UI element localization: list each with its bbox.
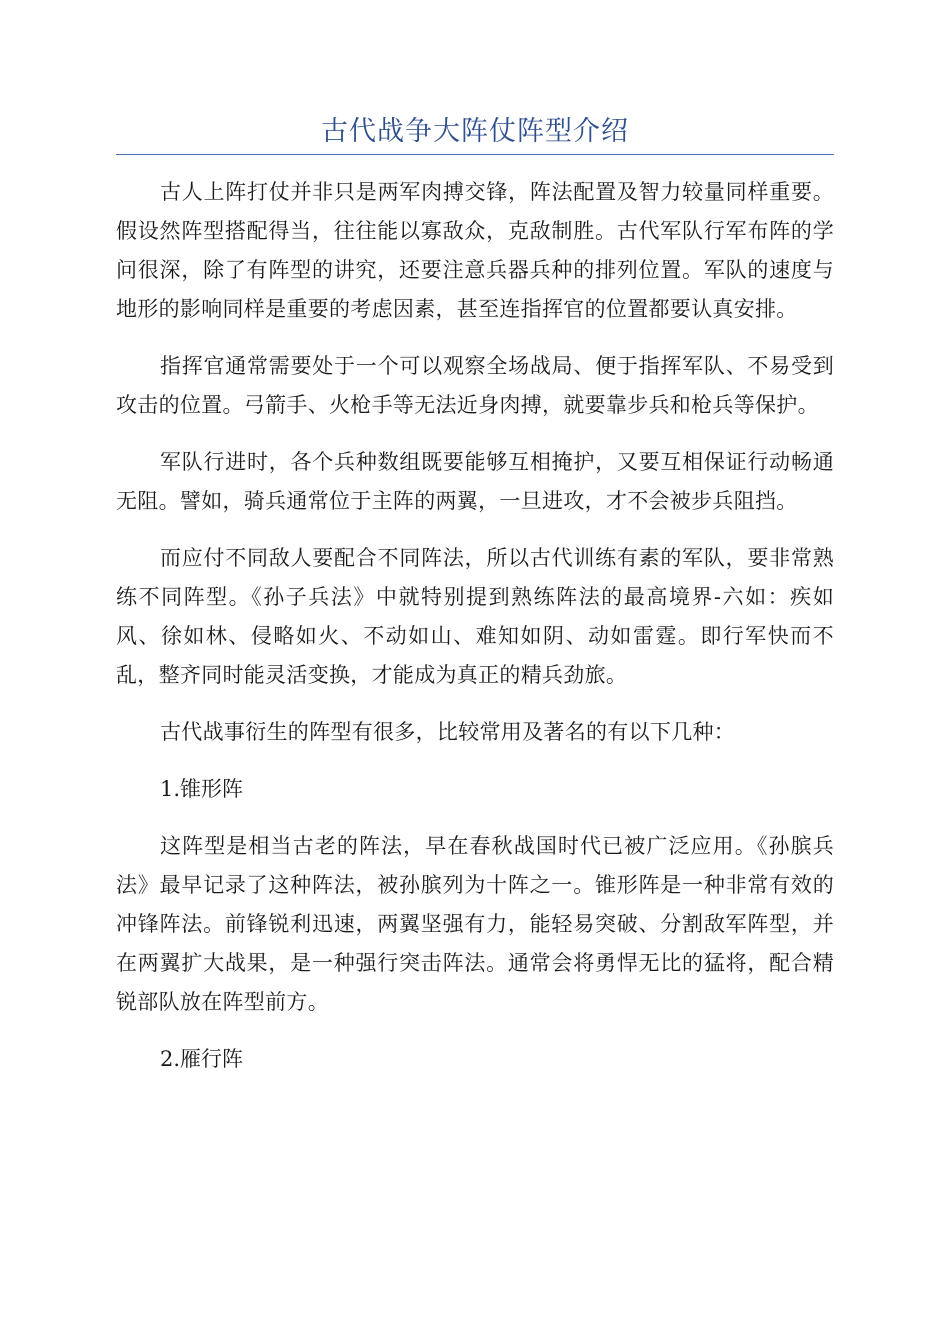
paragraph-cone-formation: 这阵型是相当古老的阵法，早在春秋战国时代已被广泛应用。《孙膑兵法》最早记录了这种阵法，被孙膑列为十阵之一。锥形阵是一种非常有效的冲锋阵法。前锋锐利迅速，两翼坚强有力，能轻易突破、分割敌军阵型，并在两翼扩大战果，是一种强行突击阵法。通常会将勇悍无比的猛将，配合精锐部队放在阵型前方。 [116, 834, 834, 1014]
document-body [116, 173, 834, 1097]
section-heading-goose-formation: 2.雁行阵 [160, 1047, 244, 1071]
section-heading-cone-formation: 1.锥形阵 [160, 777, 244, 801]
paragraph-marching: 军队行进时，各个兵种数组既要能够互相掩护，又要互相保证行动畅通无阻。譬如，骑兵通常位于主阵的两翼，一旦进攻，才不会被步兵阻挡。 [116, 450, 834, 513]
paragraph-commander: 指挥官通常需要处于一个可以观察全场战局、便于指挥军队、不易受到攻击的位置。弓箭手、火枪手等无法近身肉搏，就要靠步兵和枪兵等保护。 [116, 354, 834, 417]
paragraph-formations-list-intro: 古代战事衍生的阵型有很多，比较常用及著名的有以下几种： [160, 720, 736, 744]
paragraph-intro: 古人上阵打仗并非只是两军肉搏交锋，阵法配置及智力较量同样重要。假设然阵型搭配得当，往往能以寡敌众，克敌制胜。古代军队行军布阵的学问很深，除了有阵型的讲究，还要注意兵器兵种的排列位置。军队的速度与地形的影响同样是重要的考虑因素，甚至连指挥官的位置都要认真安排。 [116, 180, 834, 321]
paragraph-sunzi: 而应付不同敌人要配合不同阵法，所以古代训练有素的军队，要非常熟练不同阵型。《孙子兵法》中就特别提到熟练阵法的最高境界-六如：疾如风、徐如林、侵略如火、不动如山、难知如阴、动如雷霆。即行军快而不乱，整齐同时能灵活变换，才能成为真正的精兵劲旅。 [116, 546, 834, 687]
page-title: 古代战争大阵仗阵型介绍 [321, 116, 629, 147]
title-underline [116, 154, 834, 155]
